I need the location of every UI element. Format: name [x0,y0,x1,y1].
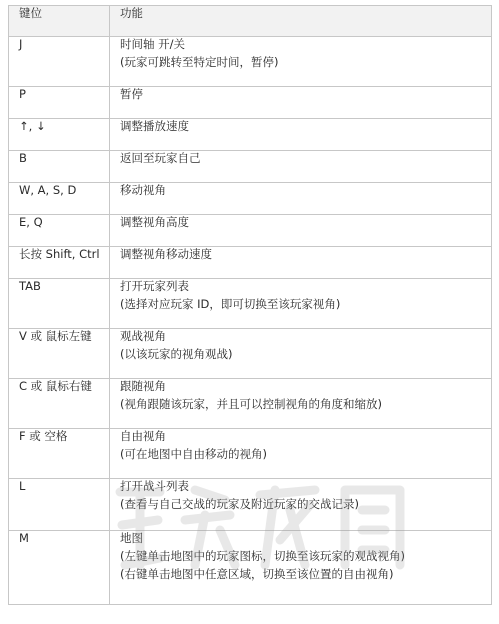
function-line: 地图 [120,531,143,545]
key-cell: B [9,151,110,183]
function-note: (选择对应玩家 ID，即可切换至该玩家视角) [120,297,341,311]
table-row [9,183,492,215]
key-cell: C 或 鼠标右键 [9,379,110,429]
key-cell: M [9,531,110,605]
function-line: 时间轴 开/关 [120,37,186,51]
function-cell [110,379,492,429]
key-cell: E, Q [9,215,110,247]
function-cell [110,329,492,379]
function-line: 移动视角 [120,183,166,197]
key-cell: 长按 Shift, Ctrl [9,247,110,279]
function-note: (以该玩家的视角观战) [120,347,233,361]
key-cell: W, A, S, D [9,183,110,215]
function-cell [110,279,492,329]
table-header-row [9,6,492,37]
function-line: 暂停 [120,87,143,101]
table-row [9,279,492,329]
table-row [9,247,492,279]
table-row [9,37,492,87]
table-row [9,429,492,479]
table-row [9,329,492,379]
function-line: 调整视角移动速度 [120,247,212,261]
header-key: 键位 [9,6,110,37]
table-row [9,119,492,151]
function-line: 调整播放速度 [120,119,189,133]
function-cell [110,119,492,151]
function-note: (可在地图中自由移动的视角) [120,447,267,461]
key-cell: V 或 鼠标左键 [9,329,110,379]
table-row [9,479,492,531]
function-note: (右键单击地图中任意区域，切换至该位置的自由视角) [120,567,394,581]
function-note: (左键单击地图中的玩家图标，切换至该玩家的观战视角) [120,549,405,563]
function-cell [110,429,492,479]
function-line: 返回至玩家自己 [120,151,201,165]
function-line: 跟随视角 [120,379,166,393]
table-row [9,151,492,183]
function-cell [110,183,492,215]
function-note: (查看与自己交战的玩家及附近玩家的交战记录) [120,497,359,511]
function-cell [110,215,492,247]
table-row [9,87,492,119]
keybinding-table [8,5,492,605]
function-note: (玩家可跳转至特定时间，暂停) [120,55,279,69]
function-line: 自由视角 [120,429,166,443]
function-cell [110,37,492,87]
key-cell: L [9,479,110,531]
function-cell [110,87,492,119]
function-line: 打开战斗列表 [120,479,189,493]
function-cell [110,151,492,183]
function-line: 打开玩家列表 [120,279,189,293]
function-cell [110,531,492,605]
key-cell: P [9,87,110,119]
function-line: 调整视角高度 [120,215,189,229]
function-note: (视角跟随该玩家，并且可以控制视角的角度和缩放) [120,397,382,411]
header-function: 功能 [110,6,492,37]
function-line: 观战视角 [120,329,166,343]
function-cell [110,247,492,279]
function-cell [110,479,492,531]
key-cell: F 或 空格 [9,429,110,479]
table-row [9,379,492,429]
key-cell: ↑, ↓ [9,119,110,151]
keybinding-table-container [8,5,491,605]
table-row [9,215,492,247]
key-cell: TAB [9,279,110,329]
table-row [9,531,492,605]
key-cell: J [9,37,110,87]
